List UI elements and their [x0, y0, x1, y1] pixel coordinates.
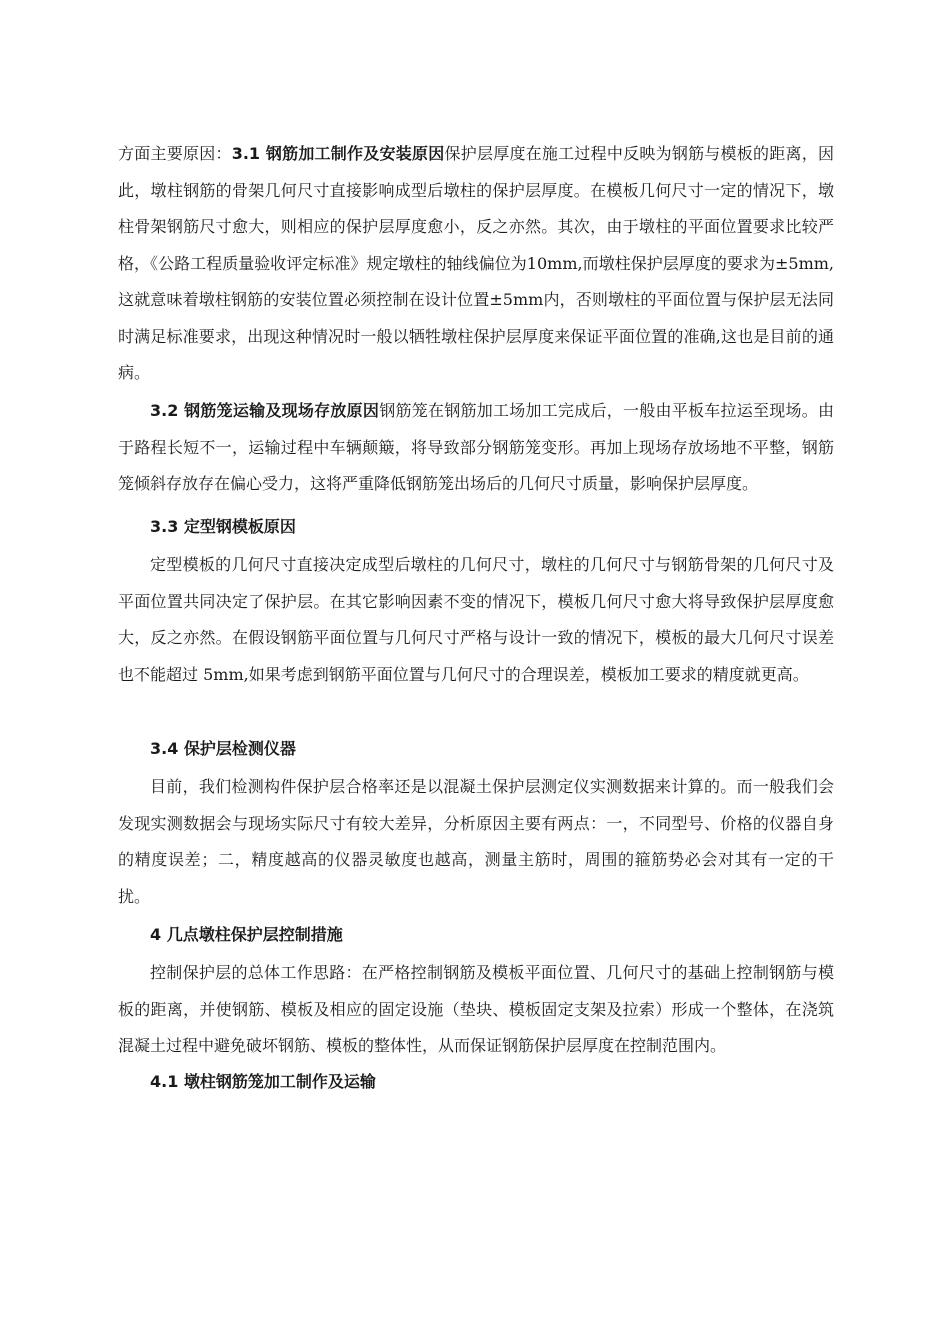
heading-3-4: 3.4 保护层检测仪器 [150, 739, 296, 758]
paragraph-body: 钢筋笼在钢筋加工场加工完成后，一般由平板车拉运至现场。由于路程长短不一，运输过程中车辆颠簸，将导致部分钢筋笼变形。再加上现场存放场地不平整，钢筋笼倾斜存放存在偏心受力，这将严重降低钢筋笼出场后的几何尺寸质量，影响保护层厚度。 [118, 401, 834, 493]
inline-heading-3-1: 3.1 钢筋加工制作及安装原因 [231, 144, 445, 163]
paragraph-lead: 方面主要原因： [118, 144, 232, 163]
paragraph-instruments: 目前，我们检测构件保护层合格率还是以混凝土保护层测定仪实测数据来计算的。而一般我们会发现实测数据会与现场实际尺寸有较大差异，分析原因主要有两点：一，不同型号、价格的仪器自身的精度误差；二，精度越高的仪器灵敏度也越高，测量主筋时，周围的箍筋势必会对其有一定的干扰。 [118, 777, 834, 906]
paragraph-formwork: 定型模板的几何尺寸直接决定成型后墩柱的几何尺寸，墩柱的几何尺寸与钢筋骨架的几何尺寸及平面位置共同决定了保护层。在其它影响因素不变的情况下，模板几何尺寸愈大将导致保护层厚度愈大，反之亦然。在假设钢筋平面位置与几何尺寸严格与设计一致的情况下，模板的最大几何尺寸误差也不能超过 5mm,如果考虑到钢筋平面位置与几何尺寸的合理误差，模板加工要求的精度就更高。 [118, 555, 834, 684]
heading-4: 4 几点墩柱保护层控制措施 [150, 925, 343, 944]
heading-3-3: 3.3 定型钢模板原因 [150, 517, 296, 536]
inline-heading-3-2: 3.2 钢筋笼运输及现场存放原因 [150, 401, 380, 420]
paragraph-cause-cage-transport [118, 393, 834, 503]
paragraph-body: 保护层厚度在施工过程中反映为钢筋与模板的距离，因此，墩柱钢筋的骨架几何尺寸直接影响成型后墩柱的保护层厚度。在模板几何尺寸一定的情况下，墩柱骨架钢筋尺寸愈大，则相应的保护层厚度愈小，反之亦然。其次，由于墩柱的平面位置要求比较严格，《公路工程质量验收评定标准》规定墩柱的轴线偏位为10mm,而墩柱保护层厚度的要求为±5mm,这就意味着墩柱钢筋的安装位置必须控制在设计位置±5mm内，否则墩柱的平面位置与保护层无法同时满足标准要求，出现这种情况时一般以牺牲墩柱保护层厚度来保证平面位置的准确,这也是目前的通病。 [118, 144, 834, 382]
paragraph-cause-rebar-fabrication [118, 136, 834, 392]
paragraph-control-approach: 控制保护层的总体工作思路：在严格控制钢筋及模板平面位置、几何尺寸的基础上控制钢筋与模板的距离，并使钢筋、模板及相应的固定设施（垫块、模板固定支架及拉索）形成一个整体，在浇筑混凝土过程中避免破坏钢筋、模板的整体性，从而保证钢筋保护层厚度在控制范围内。 [118, 963, 834, 1055]
heading-4-1: 4.1 墩柱钢筋笼加工制作及运输 [150, 1072, 376, 1091]
